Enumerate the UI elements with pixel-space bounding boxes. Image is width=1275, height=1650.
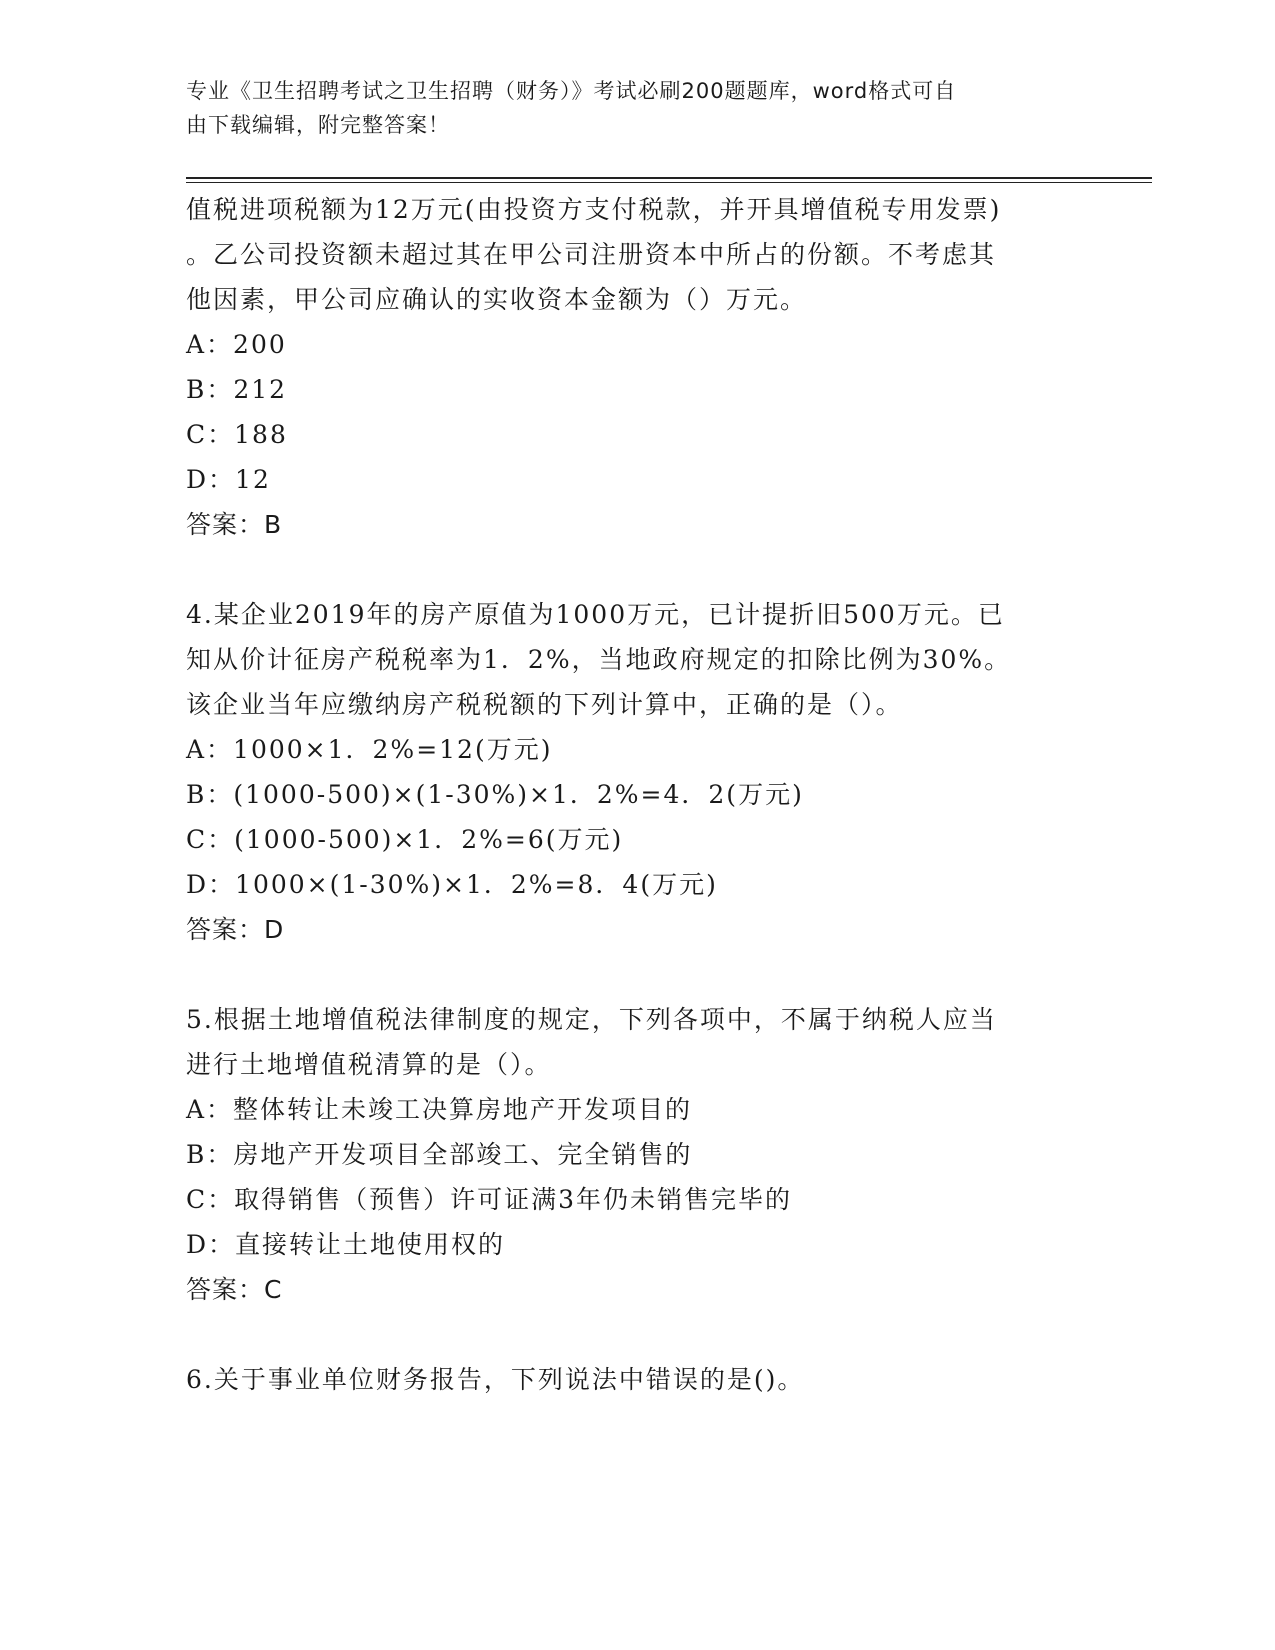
question-text-line: 6.关于事业单位财务报告，下列说法中错误的是()。 xyxy=(186,1365,805,1394)
question-text-line: 5.根据土地增值税法律制度的规定，下列各项中，不属于纳税人应当 xyxy=(186,1005,997,1034)
question-text-line: 值税进项税额为12万元(由投资方支付税款，并开具增值税专用发票) xyxy=(186,195,1002,224)
option-b: B：212 xyxy=(186,375,288,404)
question-6 xyxy=(186,1357,1076,1402)
question-text-line: 他因素，甲公司应确认的实收资本金额为（）万元。 xyxy=(186,285,808,314)
answer: 答案：D xyxy=(186,915,285,944)
header-line-2: 由下载编辑，附完整答案！ xyxy=(186,113,450,137)
question-text-line: 。乙公司投资额未超过其在甲公司注册资本中所占的份额。不考虑其 xyxy=(186,240,997,269)
header-divider-thick xyxy=(186,177,1152,179)
question-text-line: 4.某企业2019年的房产原值为1000万元，已计提折旧500万元。已 xyxy=(186,600,1005,629)
header-line-1: 专业《卫生招聘考试之卫生招聘（财务）》考试必刷200题题库，word格式可自 xyxy=(186,79,957,103)
answer: 答案：B xyxy=(186,510,283,539)
option-d: D：12 xyxy=(186,465,271,494)
spacer xyxy=(186,547,1076,592)
document-header xyxy=(186,74,1066,142)
spacer xyxy=(186,1312,1076,1357)
option-c: C：(1000-500)×1．2%=6(万元) xyxy=(186,825,624,854)
option-a: A：1000×1．2%=12(万元) xyxy=(186,735,553,764)
question-5 xyxy=(186,997,1076,1312)
question-3 xyxy=(186,187,1076,547)
question-text-line: 该企业当年应缴纳房产税税额的下列计算中，正确的是（）。 xyxy=(186,690,903,719)
option-a: A：200 xyxy=(186,330,287,359)
question-text-line: 知从价计征房产税税率为1．2%，当地政府规定的扣除比例为30%。 xyxy=(186,645,1012,674)
option-d: D：1000×(1-30%)×1．2%=8．4(万元) xyxy=(186,870,718,899)
option-c: C：188 xyxy=(186,420,288,449)
option-b: B：房地产开发项目全部竣工、完全销售的 xyxy=(186,1140,693,1169)
spacer xyxy=(186,952,1076,997)
header-divider-thin xyxy=(186,182,1152,183)
option-a: A：整体转让未竣工决算房地产开发项目的 xyxy=(186,1095,693,1124)
option-b: B：(1000-500)×(1-30%)×1．2%=4．2(万元) xyxy=(186,780,804,809)
document-body xyxy=(186,187,1076,1402)
answer: 答案：C xyxy=(186,1275,283,1304)
option-c: C：取得销售（预售）许可证满3年仍未销售完毕的 xyxy=(186,1185,793,1214)
option-d: D：直接转让土地使用权的 xyxy=(186,1230,506,1259)
question-text-line: 进行土地增值税清算的是（）。 xyxy=(186,1050,552,1079)
question-4 xyxy=(186,592,1076,952)
